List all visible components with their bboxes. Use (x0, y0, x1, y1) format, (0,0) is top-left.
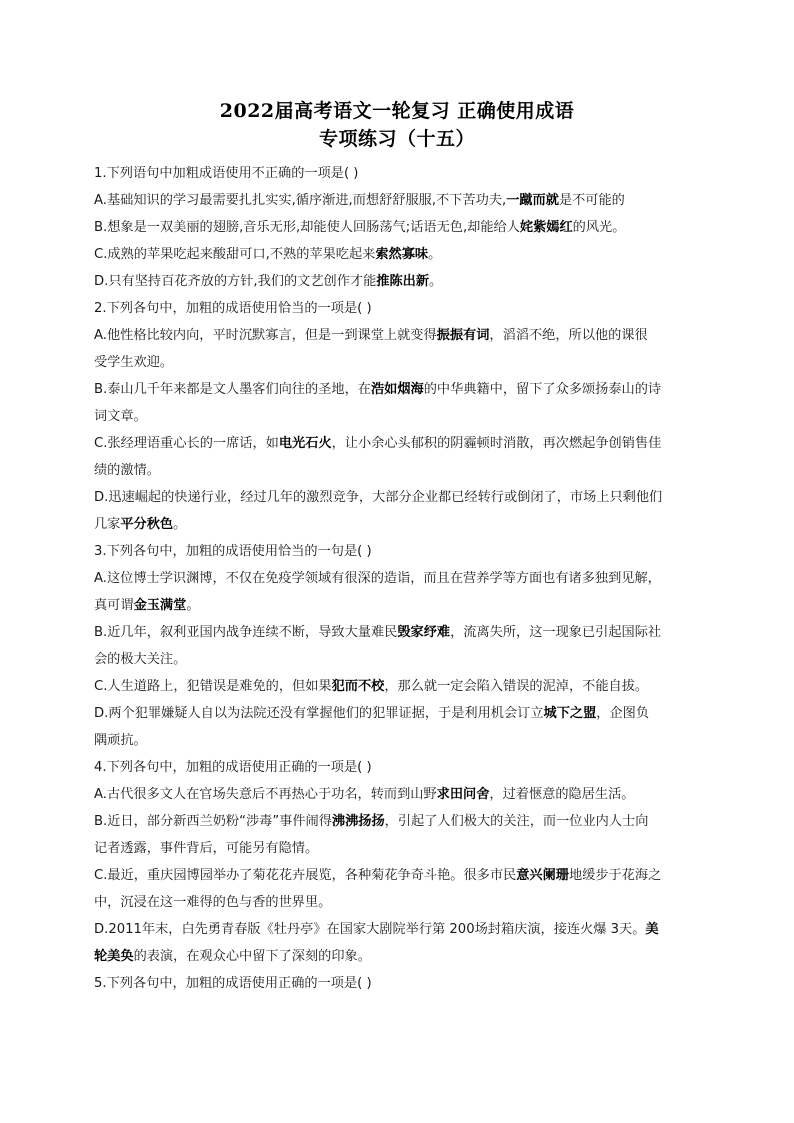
text-segment: ，引起了人们极大的关注，而一位业内人士向 (384, 814, 649, 829)
text-segment: D.只有坚持百花齐放的方针,我们的文艺创作才能 (94, 274, 377, 289)
text-line (94, 403, 696, 430)
text-segment: 真可谓 (94, 598, 134, 613)
text-segment: 。 (186, 598, 200, 613)
text-segment: ，企图负 (596, 706, 650, 721)
text-segment: 中，沉浸在这一难得的色与香的世界里。 (94, 895, 332, 910)
text-line (94, 511, 696, 538)
text-segment: C.成熟的苹果吃起来酸甜可口,不熟的苹果吃起来 (94, 247, 376, 262)
text-line (94, 241, 696, 268)
text-segment: D.2011年末，白先勇青春版《牡丹亭》在国家大剧院举行第 200场封箱庆演，接连火爆 3天。 (94, 922, 646, 937)
text-segment: 绩的激情。 (94, 463, 160, 478)
text-line (94, 376, 696, 403)
bold-idiom: 金玉满堂 (133, 598, 187, 613)
text-segment: 的表演，在观众心中留下了深刻的印象。 (133, 949, 371, 964)
text-segment: C.张经理语重心长的一席话，如 (94, 436, 279, 451)
text-line (94, 754, 696, 781)
bold-idiom: 一蹴而就 (506, 193, 559, 208)
bold-idiom: 犯而不校 (331, 679, 385, 694)
text-segment: ，那么就一定会陷入错误的泥淖，不能自拔。 (384, 679, 649, 694)
text-line (94, 808, 696, 835)
text-segment: 隅顽抗。 (94, 733, 147, 748)
text-segment: 2.下列各句中，加粗的成语使用恰当的一项是( ) (94, 301, 372, 316)
text-segment: ，滔滔不绝，所以他的课很 (489, 328, 648, 343)
text-line (94, 538, 696, 565)
text-segment: A.古代很多文人在官场失意后不再热心于功名，转而到山野 (94, 787, 437, 802)
text-segment: ，过着惬意的隐居生活。 (489, 787, 635, 802)
bold-idiom: 轮美奂 (94, 949, 134, 964)
bold-idiom: 沸沸扬扬 (331, 814, 385, 829)
text-segment: ，流离失所，这一现象已引起国际社 (450, 625, 662, 640)
text-line (94, 187, 696, 214)
text-segment: 受学生欢迎。 (94, 355, 174, 370)
text-segment: 。 (173, 517, 187, 532)
bold-idiom: 推陈出新 (376, 274, 430, 289)
text-segment: ，让小余心头郁积的阴霾顿时消散，再次燃起争创销售佳 (331, 436, 662, 451)
text-line (94, 160, 696, 187)
text-segment: B.近日，部分新西兰奶粉“涉毒”事件闹得 (94, 814, 332, 829)
text-segment: D.两个犯罪嫌疑人自以为法院还没有掌握他们的犯罪证据，于是利用机会订立 (94, 706, 544, 721)
text-segment: 3.下列各句中，加粗的成语使用恰当的一句是( ) (94, 544, 372, 559)
text-segment: 。 (429, 274, 443, 289)
text-line (94, 295, 696, 322)
text-line (94, 430, 696, 457)
text-line (94, 619, 696, 646)
text-segment: 的中华典籍中，留下了众多颂扬泰山的诗 (423, 382, 662, 397)
text-line (94, 727, 696, 754)
text-segment: 4.下列各句中，加粗的成语使用正确的一项是( ) (94, 760, 372, 775)
text-segment: 会的极大关注。 (94, 652, 187, 667)
text-line (94, 970, 696, 997)
text-line (94, 484, 696, 511)
text-segment: C.最近，重庆园博园举办了菊花花卉展览，各种菊花争奇斗艳。很多市民 (94, 868, 517, 883)
text-line (94, 700, 696, 727)
text-line (94, 349, 696, 376)
text-segment: 。 (428, 247, 442, 262)
text-line (94, 457, 696, 484)
text-segment: B.近几年，叙利亚国内战争连续不断，导致大量难民 (94, 625, 398, 640)
bold-idiom: 电光石火 (278, 436, 332, 451)
text-segment: D.迅速崛起的快递行业，经过几年的激烈竞争，大部分企业都已经转行或倒闭了，市场上只剩他们 (94, 490, 663, 505)
text-line (94, 781, 696, 808)
text-segment: A.基础知识的学习最需要扎扎实实,循序渐进,而想舒舒服服,不下苦功夫, (94, 193, 507, 208)
bold-idiom: 浩如烟海 (371, 382, 424, 397)
text-segment: 记者透露，事件背后，可能另有隐情。 (94, 841, 319, 856)
bold-idiom: 平分秋色 (120, 517, 174, 532)
text-segment: 的风光。 (572, 220, 626, 235)
text-line (94, 565, 696, 592)
text-line (94, 889, 696, 916)
text-line (94, 673, 696, 700)
text-segment: 5.下列各句中，加粗的成语使用正确的一项是( ) (94, 976, 372, 991)
exercise-body (94, 160, 696, 997)
text-line (94, 862, 696, 889)
bold-idiom: 索然寡味 (375, 247, 429, 262)
text-line (94, 592, 696, 619)
document-title: 2022届高考语文一轮复习 正确使用成语 (219, 100, 575, 122)
text-segment: B.想象是一双美丽的翅膀,音乐无形,却能使人回肠荡气;话语无色,却能给人 (94, 220, 520, 235)
text-segment: B.泰山几千年来都是文人墨客们向往的圣地，在 (94, 382, 371, 397)
text-segment: 几家 (94, 517, 121, 532)
text-line (94, 943, 696, 970)
bold-idiom: 城下之盟 (543, 706, 597, 721)
text-line (94, 916, 696, 943)
text-segment: 地缓步于花海之 (568, 868, 662, 883)
bold-idiom: 求田问舍 (436, 787, 490, 802)
text-line (94, 835, 696, 862)
text-segment: A.他性格比较内向，平时沉默寡言，但是一到课堂上就变得 (94, 328, 437, 343)
text-segment: 是不可能的 (558, 193, 625, 208)
text-segment: C.人生道路上，犯错误是难免的，但如果 (94, 679, 332, 694)
text-segment: A.这位博士学识渊博，不仅在免疫学领域有很深的造诣，而且在营养学等方面也有诸多独到见解， (94, 571, 661, 586)
bold-idiom: 振振有词 (436, 328, 490, 343)
bold-idiom: 姹紫嫣红 (519, 220, 573, 235)
text-line (94, 268, 696, 295)
bold-idiom: 毁家纾难 (397, 625, 451, 640)
bold-idiom: 美 (645, 922, 659, 937)
text-line (94, 214, 696, 241)
text-segment: 词文章。 (94, 409, 147, 424)
text-line (94, 322, 696, 349)
bold-idiom: 意兴阑珊 (516, 868, 569, 883)
document-subtitle: 专项练习（十五） (318, 128, 475, 150)
text-line (94, 646, 696, 673)
text-segment: 1.下列语句中加粗成语使用不正确的一项是( ) (94, 166, 359, 181)
